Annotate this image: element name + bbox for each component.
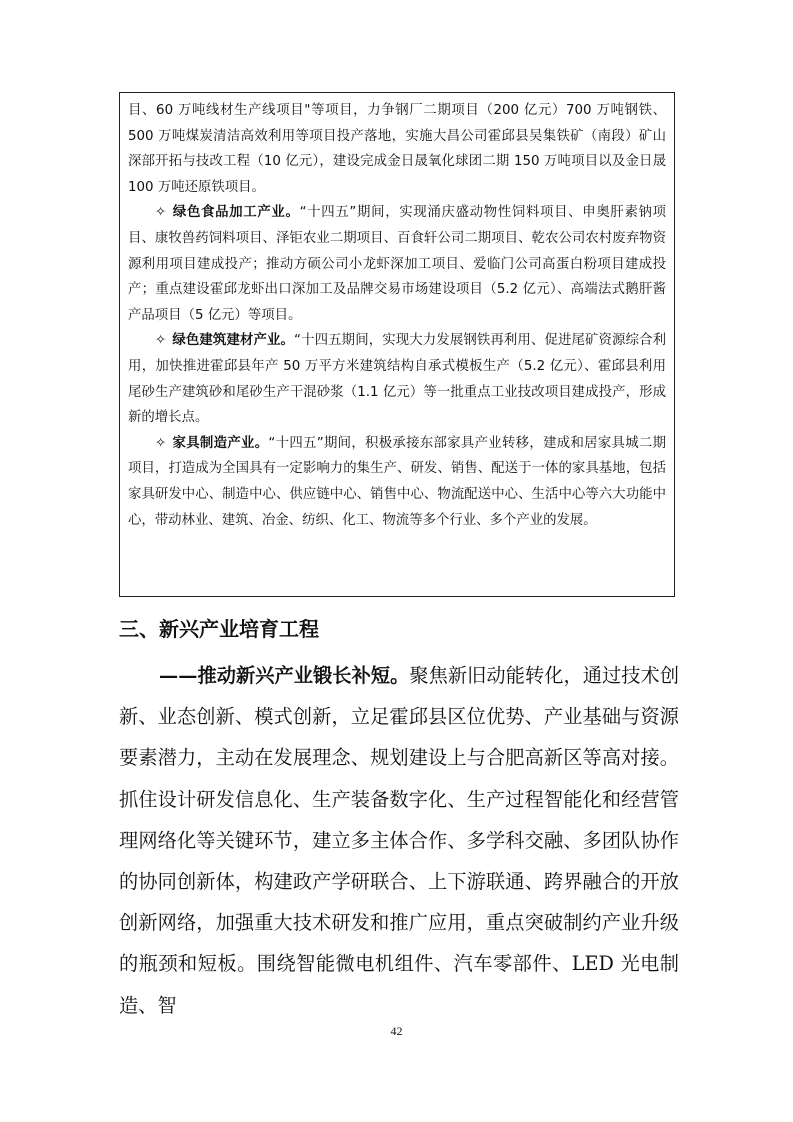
item-text: “十四五”期间，积极承接东部家具产业转移，建成和居家具城二期项目，打造成为全国具有一定影响力的集生产、研发、销售、配送于一体的家具基地，包括家具研发中心、制造中心、供应链中心、销售中心、物流配送中心、生活中心等六大功能中心，带动林业、建筑、冶金、纺织、化工、物流等多个行业、多个产业的发展。 [128, 435, 667, 528]
item-text: “十四五期间，实现大力发展钢铁再利用、促进尾矿资源综合利用，加快推进霍邱县年产 50 万平方米建筑结构自承式模板生产（5.2 亿元）、霍邱县利用尾砂生产建筑砂和尾砂生产干混砂浆（1.1 亿元）等一批重点工业技改项目建成投产，形成新的增长点。 [128, 333, 667, 426]
box-item-building [128, 328, 666, 430]
box-paragraph-steel: 目、60 万吨线材生产线项目"等项目，力争钢厂二期项目（200 亿元）700 万吨钢铁、500 万吨煤炭清洁高效利用等项目投产落地，实施大昌公司霍邱县吴集铁矿（南段）矿山深部开拓与技改工程（10 亿元），建设完成金日晟氧化球团二期 150 万吨项目以及金日晟 100 万吨还原铁项目。 [128, 103, 666, 195]
item-lead: 绿色建筑建材产业。 [172, 333, 295, 349]
box-item-food [128, 200, 666, 328]
diamond-bullet-icon: ✧ [155, 205, 167, 221]
page-number: 42 [390, 1024, 403, 1038]
item-text: “十四五”期间，实现涌庆盛动物性饲料项目、申奥肝素钠项目、康牧兽药饲料项目、泽钜农业二期项目、百食轩公司二期项目、乾农公司农村废弃物资源利用项目建成投产；推动方硕公司小龙虾深加工项目、爱临门公司高蛋白粉项目建成投产；重点建设霍邱龙虾出口深加工及品牌交易市场建设项目（5.2 亿元）、高端法式鹅肝酱产品项目（5 亿元）等项目。 [128, 205, 667, 323]
diamond-bullet-icon: ✧ [155, 333, 167, 349]
diamond-bullet-icon: ✧ [155, 435, 167, 451]
body-lead: ——推动新兴产业锻长补短。 [159, 664, 410, 687]
body-text: 聚焦新旧动能转化，通过技术创新、业态创新、模式创新，立足霍邱县区位优势、产业基础与资源要素潜力，主动在发展理念、规划建设上与合肥高新区等高对接。抓住设计研发信息化、生产装备数字化、生产过程智能化和经营管理网络化等关键环节，建立多主体合作、多学科交融、多团队协作的协同创新体，构建政产学研联合、上下游联通、跨界融合的开放创新网络，加强重大技术研发和推广应用，重点突破制约产业升级的瓶颈和短板。围绕智能微电机组件、汽车零部件、LED 光电制造、智 [119, 664, 680, 1017]
project-list-box [119, 92, 675, 597]
section-heading: 三、新兴产业培育工程 [119, 617, 319, 641]
item-lead: 家具制造产业。 [172, 435, 269, 451]
box-item-furniture [128, 431, 666, 533]
body-paragraph [119, 655, 679, 1026]
item-lead: 绿色食品加工产业。 [172, 205, 300, 221]
